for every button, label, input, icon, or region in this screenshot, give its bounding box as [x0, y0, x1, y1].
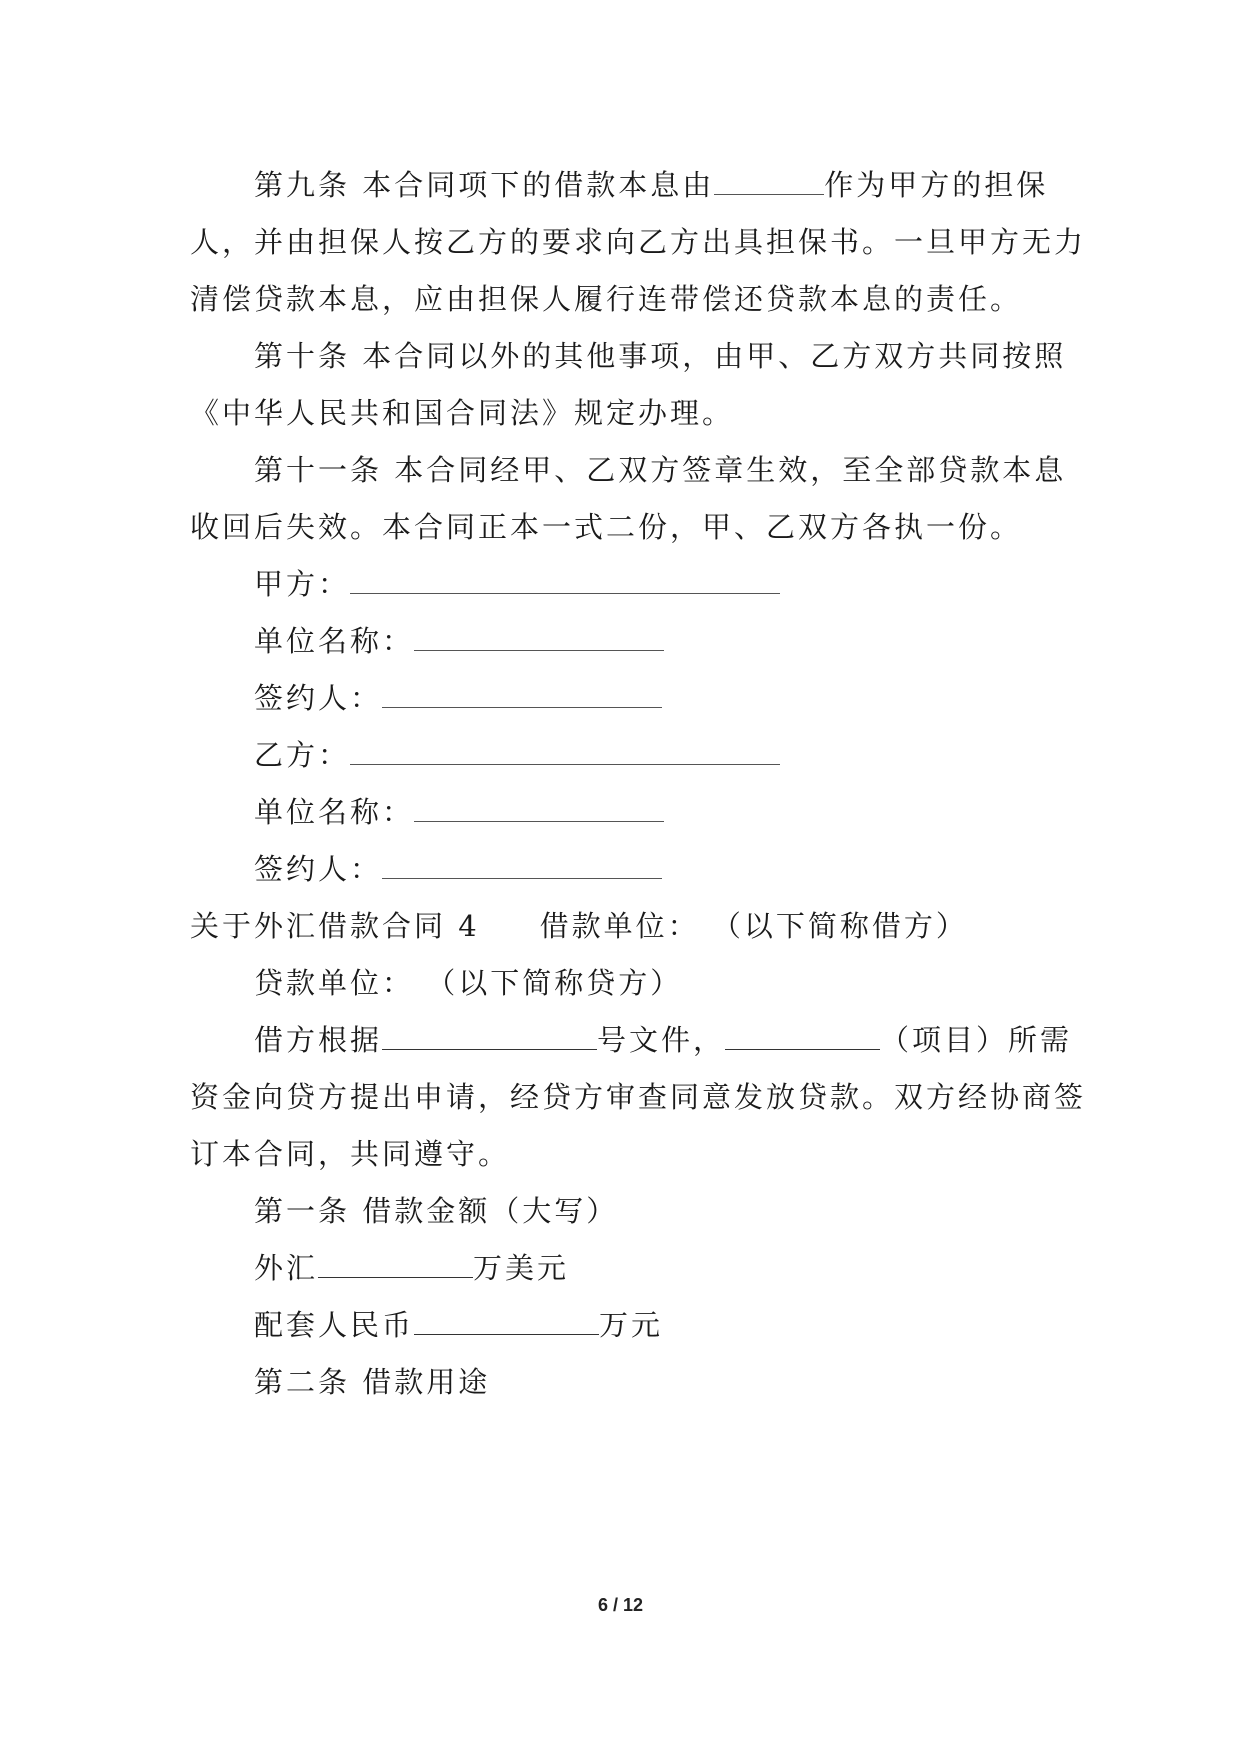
- article-11-line-2: 收回后失效。本合同正本一式二份，甲、乙双方各执一份。: [190, 510, 1023, 544]
- article-9-text-a: 第九条 本合同项下的借款本息由: [254, 168, 715, 202]
- rmb-line: [0, 1305, 1241, 1345]
- document-number-blank: [382, 1023, 597, 1050]
- basis-text-a: 借方根据: [254, 1023, 383, 1057]
- article-2-line: 第二条 借款用途: [254, 1365, 491, 1399]
- party-b-unit-label: 单位名称：: [254, 795, 415, 829]
- party-b-signer-blank: [382, 852, 662, 879]
- article-11-line-1: 第十一条 本合同经甲、乙双方签章生效，至全部贷款本息: [254, 453, 1067, 487]
- party-b-signer-label: 签约人：: [254, 852, 383, 886]
- fx-amount-blank: [318, 1251, 473, 1278]
- contract-heading-line: [0, 906, 1241, 946]
- party-b-unit-line: [0, 792, 1241, 832]
- rmb-unit: 万元: [599, 1308, 664, 1342]
- basis-line-2: 资金向贷方提出申请，经贷方审查同意发放贷款。双方经协商签: [190, 1080, 1087, 1114]
- basis-text-b: 号文件，: [597, 1023, 726, 1057]
- article-9-line-2: 人，并由担保人按乙方的要求向乙方出具担保书。一旦甲方无力: [190, 225, 1087, 259]
- party-a-signer-label: 签约人：: [254, 681, 383, 715]
- contract-heading: 关于外汇借款合同 4: [190, 909, 480, 943]
- basis-text-c: （项目）所需: [880, 1023, 1073, 1057]
- party-b-blank: [350, 738, 780, 765]
- guarantor-blank: [714, 168, 824, 195]
- party-a-label: 甲方：: [254, 567, 351, 601]
- article-1-line: 第一条 借款金额（大写）: [254, 1194, 619, 1228]
- article-9-line-3: 清偿贷款本息，应由担保人履行连带偿还贷款本息的责任。: [190, 282, 1023, 316]
- basis-line-1: [0, 1020, 1241, 1060]
- lender-line: 贷款单位： （以下简称贷方）: [254, 966, 683, 1000]
- fx-unit: 万美元: [473, 1251, 570, 1285]
- party-a-unit-label: 单位名称：: [254, 624, 415, 658]
- article-9-line-1: [0, 165, 1241, 205]
- party-a-line: [0, 564, 1241, 604]
- article-10-line-1: 第十条 本合同以外的其他事项，由甲、乙方双方共同按照: [254, 339, 1067, 373]
- party-a-unit-blank: [414, 624, 664, 651]
- project-blank: [725, 1023, 880, 1050]
- article-10-line-2: 《中华人民共和国合同法》规定办理。: [190, 396, 735, 430]
- rmb-amount-blank: [414, 1308, 599, 1335]
- party-a-unit-line: [0, 621, 1241, 661]
- borrower-label: 借款单位： （以下简称借方）: [539, 909, 968, 943]
- party-b-line: [0, 735, 1241, 775]
- fx-label: 外汇: [254, 1251, 319, 1285]
- basis-line-3: 订本合同，共同遵守。: [190, 1137, 511, 1171]
- party-b-label: 乙方：: [254, 738, 351, 772]
- foreign-exchange-line: [0, 1248, 1241, 1288]
- rmb-label: 配套人民币: [254, 1308, 415, 1342]
- party-b-unit-blank: [414, 795, 664, 822]
- article-9-text-b: 作为甲方的担保: [824, 168, 1049, 202]
- party-a-blank: [350, 567, 780, 594]
- party-a-signer-line: [0, 678, 1241, 718]
- party-a-signer-blank: [382, 681, 662, 708]
- party-b-signer-line: [0, 849, 1241, 889]
- page-number: 6 / 12: [597, 1595, 644, 1615]
